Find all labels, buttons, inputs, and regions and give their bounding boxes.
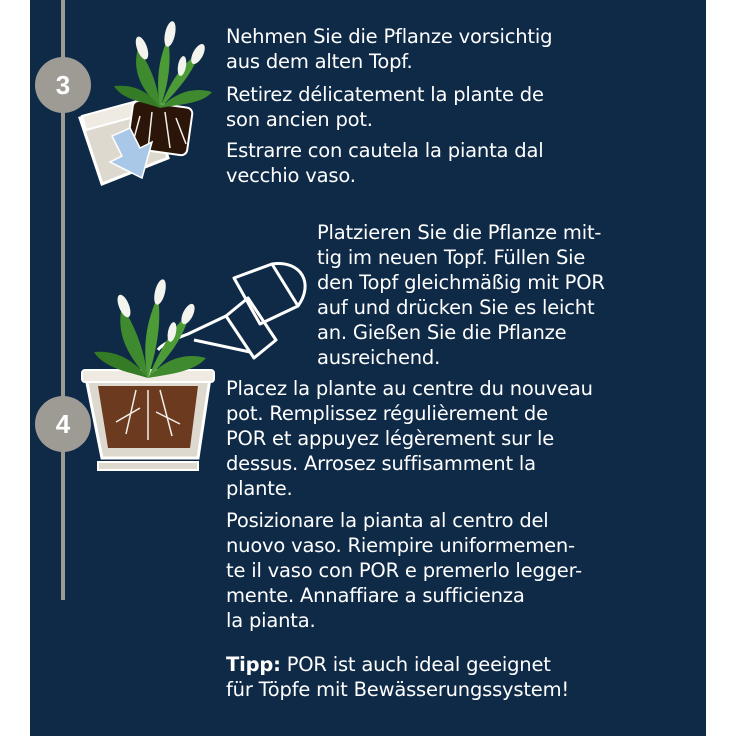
plant-icon <box>94 278 206 378</box>
step-3-text-fr: Retirez délicatement la plante de son ancien pot. <box>226 83 544 131</box>
tip-text: Tipp: POR ist auch ideal geeignet für Töpfe mit Bewässerungssystem! <box>226 653 570 701</box>
tip-label: Tipp: <box>226 653 281 676</box>
step-4-text-de: Platzieren Sie die Pflanze mit- tig im neuen Topf. Füllen Sie den Topf gleichmäßig mit POR auf und drücken Sie es leicht an. Gießen Sie die Pflanze ausreichend. <box>317 221 605 369</box>
step-3-badge: 3 <box>35 57 91 113</box>
step-4-text-it: Posizionare la pianta al centro del nuovo vaso. Riempire uniformemen- te il vaso con POR e premerlo legger- mente. Annaffiare a sufficienza la pianta. <box>226 509 583 632</box>
step-3-text-it: Estrarre con cautela la pianta dal vecchio vaso. <box>226 139 544 187</box>
step-4-text-fr: Placez la plante au centre du nouveau pot. Remplissez régulièrement de POR et appuyez légèrement sur le dessus. Arrosez suffisamment la plante. <box>226 377 593 500</box>
step-3-illustration <box>70 8 250 198</box>
step-3-text-de: Nehmen Sie die Pflanze vorsichtig aus dem alten Topf. <box>226 25 553 73</box>
instruction-panel <box>30 0 706 736</box>
step-4-badge: 4 <box>35 396 91 452</box>
new-pot-icon <box>82 370 214 470</box>
watering-can-icon <box>158 264 305 358</box>
